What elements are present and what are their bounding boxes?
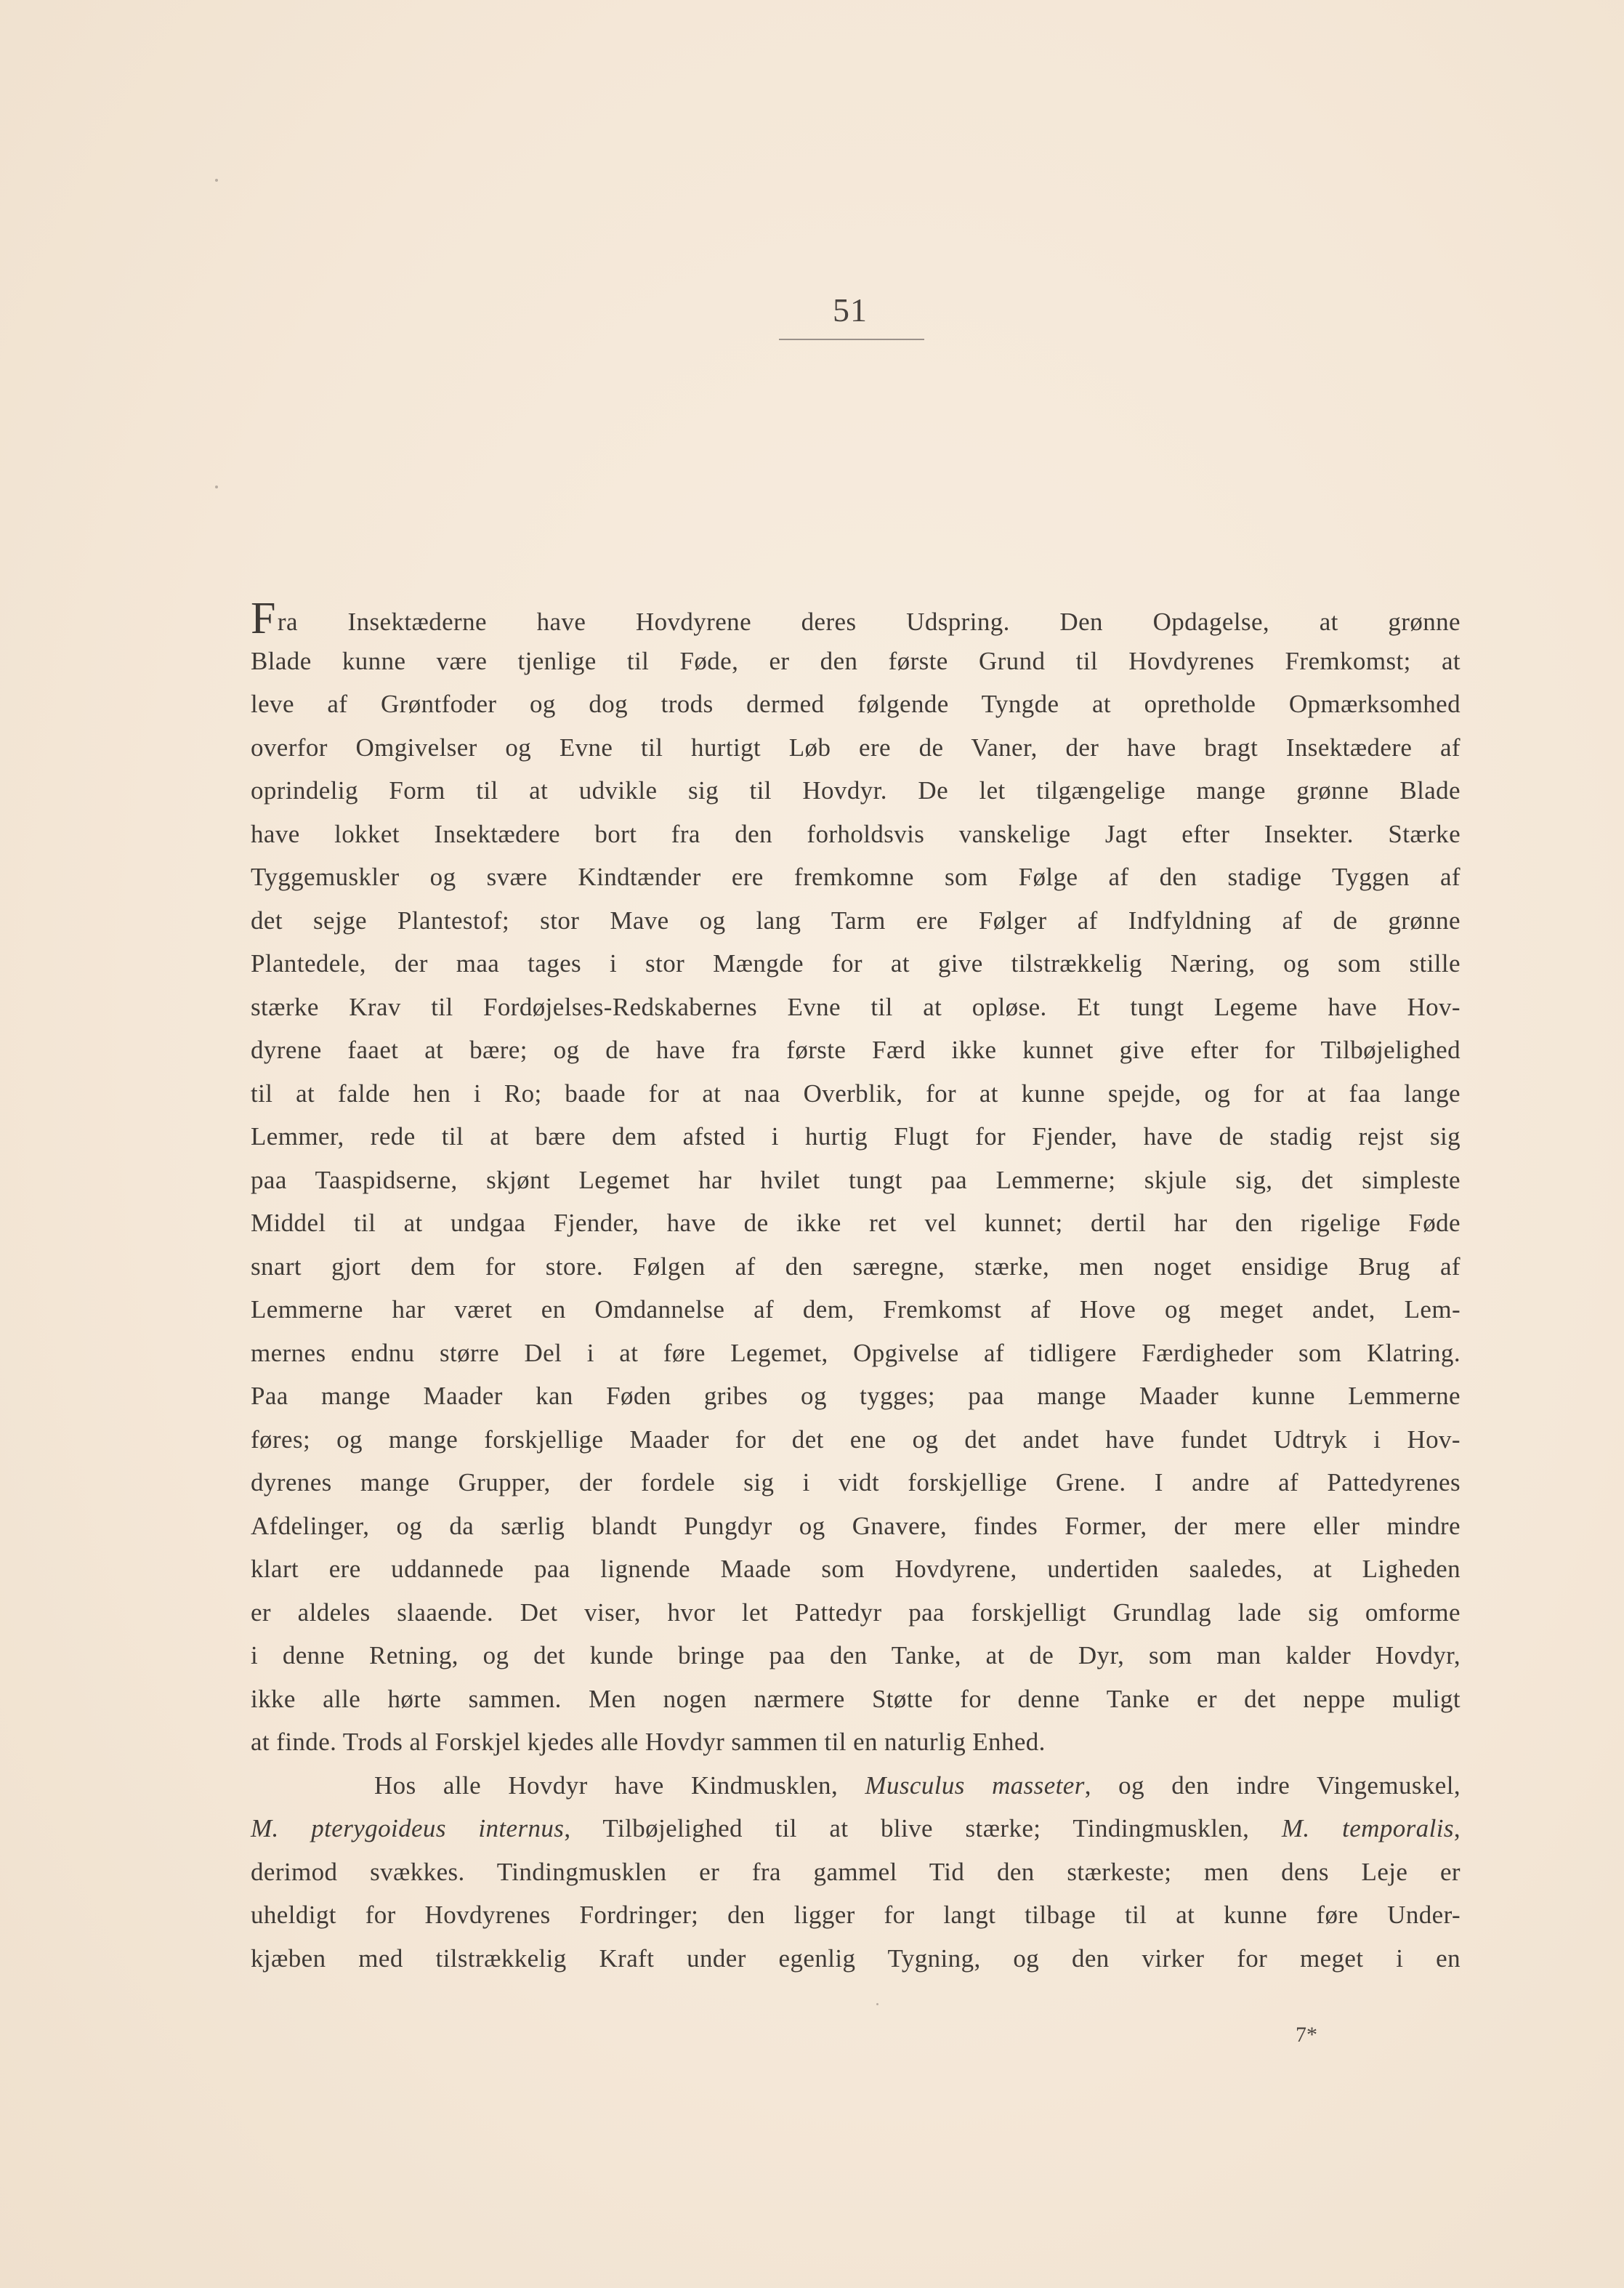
paragraph-1-line: Tyggemuskler og svære Kindtænder ere fremkomne som Følge af den stadige Tyggen af — [251, 863, 1461, 891]
paragraph-2-line: uheldigt for Hovdyrenes Fordringer; den ligger for langt tilbage til at kunne føre Under- — [251, 1901, 1461, 1929]
paragraph-1-line: i denne Retning, og det kunde bringe paa den Tanke, at de Dyr, som man kalder Hovdyr, — [251, 1641, 1461, 1669]
paragraph-2-line-2 — [251, 1807, 1461, 1850]
paragraph-1-last-line: at finde. Trods al Forskjel kjedes alle Hovdyr sammen til en naturlig Enhed. — [251, 1728, 1046, 1756]
paragraph-2-text: , — [1453, 1814, 1461, 1842]
paper-speck — [215, 486, 218, 488]
paragraph-1-line: er aldeles slaaende. Det viser, hvor let Pattedyr paa forskjelligt Grundlag lade sig omforme — [251, 1598, 1461, 1627]
paragraph-1-line: til at falde hen i Ro; baade for at naa Overblik, for at kunne spejde, og for at faa lange — [251, 1079, 1461, 1108]
latin-term-pterygoideus: M. pterygoideus internus — [251, 1814, 565, 1842]
paragraph-1-line: have lokket Insektædere bort fra den forholdsvis vanskelige Jagt efter Insekter. Stærke — [251, 819, 1461, 848]
paragraph-2-text: , og den indre Vingemuskel, — [1084, 1771, 1461, 1800]
paragraph-1-line: Paa mange Maader kan Føden gribes og tygges; paa mange Maader kunne Lemmerne — [251, 1382, 1461, 1410]
page-number-rule — [779, 339, 924, 340]
paragraph-1-line: klart ere uddannede paa lignende Maade som Hovdyrene, undertiden saaledes, at Ligheden — [251, 1555, 1461, 1583]
latin-term-temporalis: M. temporalis — [1281, 1814, 1454, 1842]
paragraph-1-line: leve af Grøntfoder og dog trods dermed følgende Tyngde at opretholde Opmærksomhed — [251, 690, 1461, 718]
paragraph-1-line: stærke Krav til Fordøjelses-Redskabernes Evne til at opløse. Et tungt Legeme have Hov- — [251, 992, 1461, 1021]
paragraph-1-line-1 — [251, 594, 1461, 643]
paragraph-1-line: dyrenes mange Grupper, der fordele sig i vidt forskjellige Grene. I andre af Pattedyrenes — [251, 1468, 1461, 1497]
paper-speck — [215, 179, 218, 182]
paragraph-2-line: derimod svækkes. Tindingmusklen er fra gammel Tid den stærkeste; men dens Leje er — [251, 1857, 1461, 1886]
paragraph-1-line: Afdelinger, og da særlig blandt Pungdyr og Gnavere, findes Former, der mere eller mindre — [251, 1511, 1461, 1540]
paragraph-1-line: overfor Omgivelser og Evne til hurtigt Løb ere de Vaner, der have bragt Insektædere af — [251, 733, 1461, 762]
paragraph-1-line: Blade kunne være tjenlige til Føde, er den første Grund til Hovdyrenes Fremkomst; at — [251, 646, 1461, 675]
paragraph-1-line: det sejge Plantestof; stor Mave og lang Tarm ere Følger af Indfyldning af de grønne — [251, 906, 1461, 935]
paragraph-1-line: Lemmer, rede til at bære dem afsted i hurtig Flugt for Fjender, have de stadig rejst sig — [251, 1122, 1461, 1151]
paragraph-1-line: mernes endnu større Del i at føre Legemet, Opgivelse af tidligere Færdigheder som Klatring. — [251, 1338, 1461, 1367]
body-text — [251, 596, 1461, 1980]
paragraph-1-line: Middel til at undgaa Fjender, have de ikke ret vel kunnet; dertil har den rigelige Føde — [251, 1209, 1461, 1237]
drop-cap: F — [251, 594, 276, 643]
page-number: 51 — [833, 291, 868, 329]
paragraph-1-line: føres; og mange forskjellige Maader for det ene og det andet have fundet Udtryk i Hov- — [251, 1425, 1461, 1454]
paragraph-2-text: , Tilbøjelighed til at blive stærke; Tindingmusklen, — [564, 1814, 1282, 1842]
paragraph-1-line: dyrene faaet at bære; og de have fra første Færd ikke kunnet give efter for Tilbøjelighed — [251, 1036, 1461, 1064]
paragraph-1-line: Plantedele, der maa tages i stor Mængde for at give tilstrækkelig Næring, og som stille — [251, 949, 1461, 978]
paragraph-2-line-1 — [251, 1764, 1461, 1808]
paragraph-2-line: kjæben med tilstrækkelig Kraft under egenlig Tygning, og den virker for meget i en — [251, 1943, 1461, 1973]
latin-term-masseter: Musculus masseter — [865, 1771, 1085, 1800]
paragraph-1-line: oprindelig Form til at udvikle sig til Hovdyr. De let tilgængelige mange grønne Blade — [251, 776, 1461, 805]
paragraph-1-first-line-text: ra Insektæderne have Hovdyrene deres Udspring. Den Opdagelse, at grønne — [277, 608, 1461, 636]
paper-speck — [876, 2003, 878, 2005]
paragraph-1-line: snart gjort dem for store. Følgen af den særegne, stærke, men noget ensidige Brug af — [251, 1252, 1461, 1281]
paragraph-1-line: ikke alle hørte sammen. Men nogen nærmere Støtte for denne Tanke er det neppe muligt — [251, 1684, 1461, 1713]
signature-mark: 7* — [1296, 2023, 1317, 2047]
paragraph-2-text: Hos alle Hovdyr have Kindmusklen, — [374, 1771, 865, 1800]
paragraph-1-line: Lemmerne har været en Omdannelse af dem, Fremkomst af Hove og meget andet, Lem- — [251, 1295, 1461, 1324]
paragraph-1-line: paa Taaspidserne, skjønt Legemet har hvilet tungt paa Lemmerne; skjule sig, det simpleste — [251, 1165, 1461, 1194]
